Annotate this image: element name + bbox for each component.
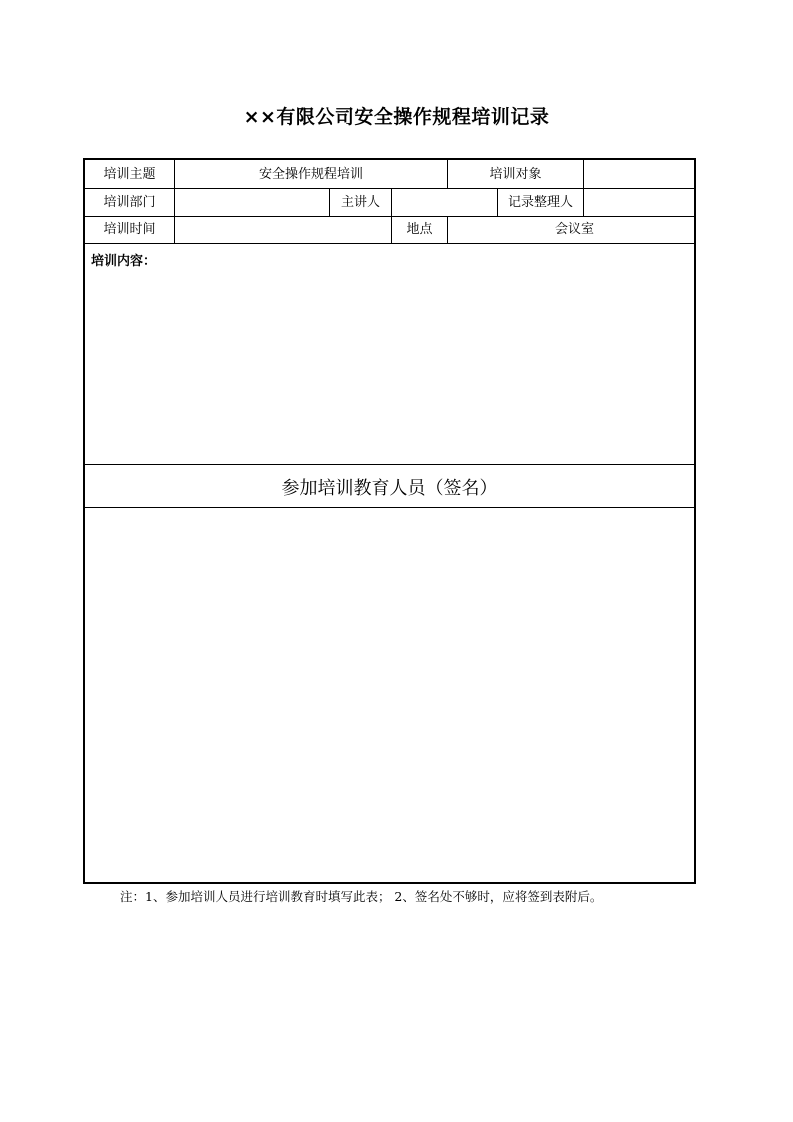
lecturer-label: 主讲人	[340, 194, 380, 210]
recorder-label: 记录整理人	[507, 194, 573, 210]
time-field[interactable]	[175, 216, 391, 243]
content-label: 培训内容：	[91, 254, 157, 269]
topic-label: 培训主题	[103, 166, 156, 182]
department-label: 培训部门	[103, 194, 156, 210]
time-label: 培训时间	[103, 222, 156, 237]
recorder-field[interactable]	[584, 188, 694, 216]
training-record-form	[83, 158, 696, 884]
audience-field[interactable]	[584, 160, 694, 188]
location-label: 地点	[406, 222, 433, 237]
signature-section-title: 参加培训教育人员（签名）	[281, 478, 498, 499]
footnote: 注：1、参加培训人员进行培训教育时填写此表； 2、签名处不够时，应将签到表附后。	[120, 889, 603, 904]
signature-area[interactable]	[85, 508, 694, 882]
row-divider	[85, 243, 694, 244]
row-divider	[85, 464, 694, 465]
topic-field[interactable]: 安全操作规程培训	[258, 166, 363, 182]
content-field[interactable]	[85, 266, 694, 462]
document-title: ××有限公司安全操作规程培训记录	[243, 106, 550, 128]
department-field[interactable]	[175, 188, 329, 216]
audience-label: 培训对象	[489, 166, 542, 182]
location-field[interactable]: 会议室	[554, 222, 594, 237]
lecturer-field[interactable]	[392, 188, 497, 216]
